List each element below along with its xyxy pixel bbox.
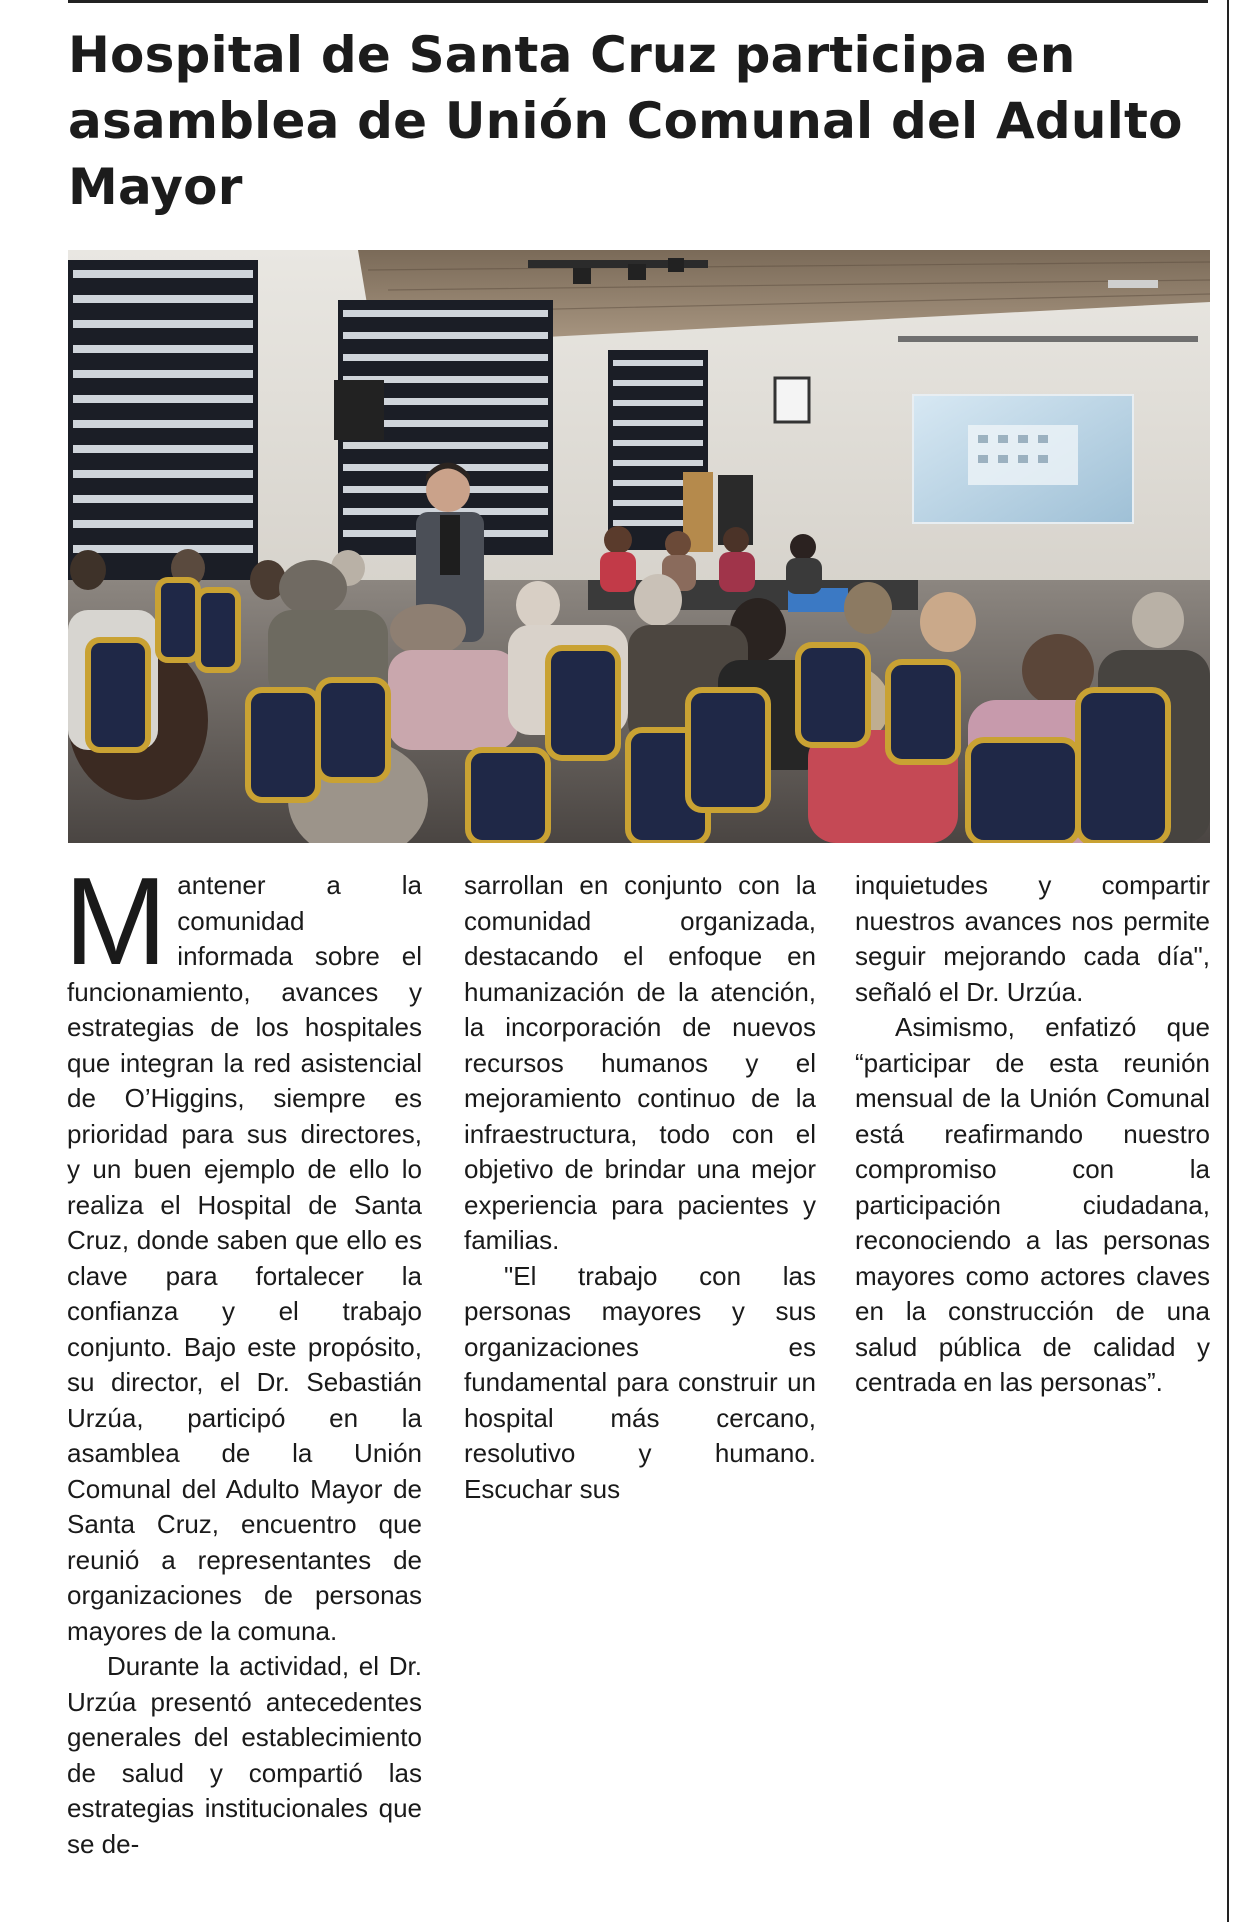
drop-cap: M — [64, 853, 168, 991]
article-headline: Hospital de Santa Cruz participa en asamblea de Unión Comunal del Adulto Mayor — [68, 26, 1183, 216]
article-column-1 — [64, 853, 422, 1862]
article-column-3 — [855, 868, 1210, 1401]
column-rule — [1227, 0, 1229, 1922]
paragraph-5: inquietudes y compartir nuestros avances nos permite seguir mejorando cada día", señaló el Dr. Urzúa. — [855, 870, 1210, 1007]
paragraph-6: Asimismo, enfatizó que “participar de esta reunión mensual de la Unión Comunal está reafirmando nuestro compromiso con la participación ciudadana, reconociendo a las personas mayores como actores claves en la construcción de una salud pública de calidad y centrada en las personas”. — [855, 1012, 1210, 1397]
meeting-room-illustration — [68, 250, 1210, 843]
article-column-2 — [464, 868, 816, 1507]
paragraph-1: antener a la comunidad informada sobre el funcionamiento, avances y estrategias de los hospitales que integran la red asistencial de O’Higgins, siempre es prioridad para sus directores, y un buen ejemplo de ello lo realiza el Hospital de Santa Cruz, donde saben que ello es clave para fortalecer la confianza y el trabajo conjunto. Bajo este propósito, su director, el Dr. Sebastián Urzúa, participó en la asamblea de la Unión Comunal del Adulto Mayor de Santa Cruz, encuentro que reunió a representantes de organizaciones de personas mayores de la comuna. — [67, 870, 422, 1646]
paragraph-3: sarrollan en conjunto con la comunidad organizada, destacando el enfoque en humanización de la atención, la incorporación de nuevos recursos humanos y el mejoramiento continuo de la infraestructura, todo con el objetivo de brindar una mejor experiencia para pacientes y familias. — [464, 870, 816, 1255]
article-photo — [68, 250, 1210, 843]
paragraph-2: Durante la actividad, el Dr. Urzúa presentó antecedentes generales del establecimiento de salud y compartió las estrategias institucionales que se de- — [67, 1651, 422, 1859]
paragraph-4: "El trabajo con las personas mayores y sus organizaciones es fundamental para construir un hospital más cercano, resolutivo y humano. Escuchar sus — [464, 1260, 816, 1504]
top-rule — [68, 0, 1208, 3]
